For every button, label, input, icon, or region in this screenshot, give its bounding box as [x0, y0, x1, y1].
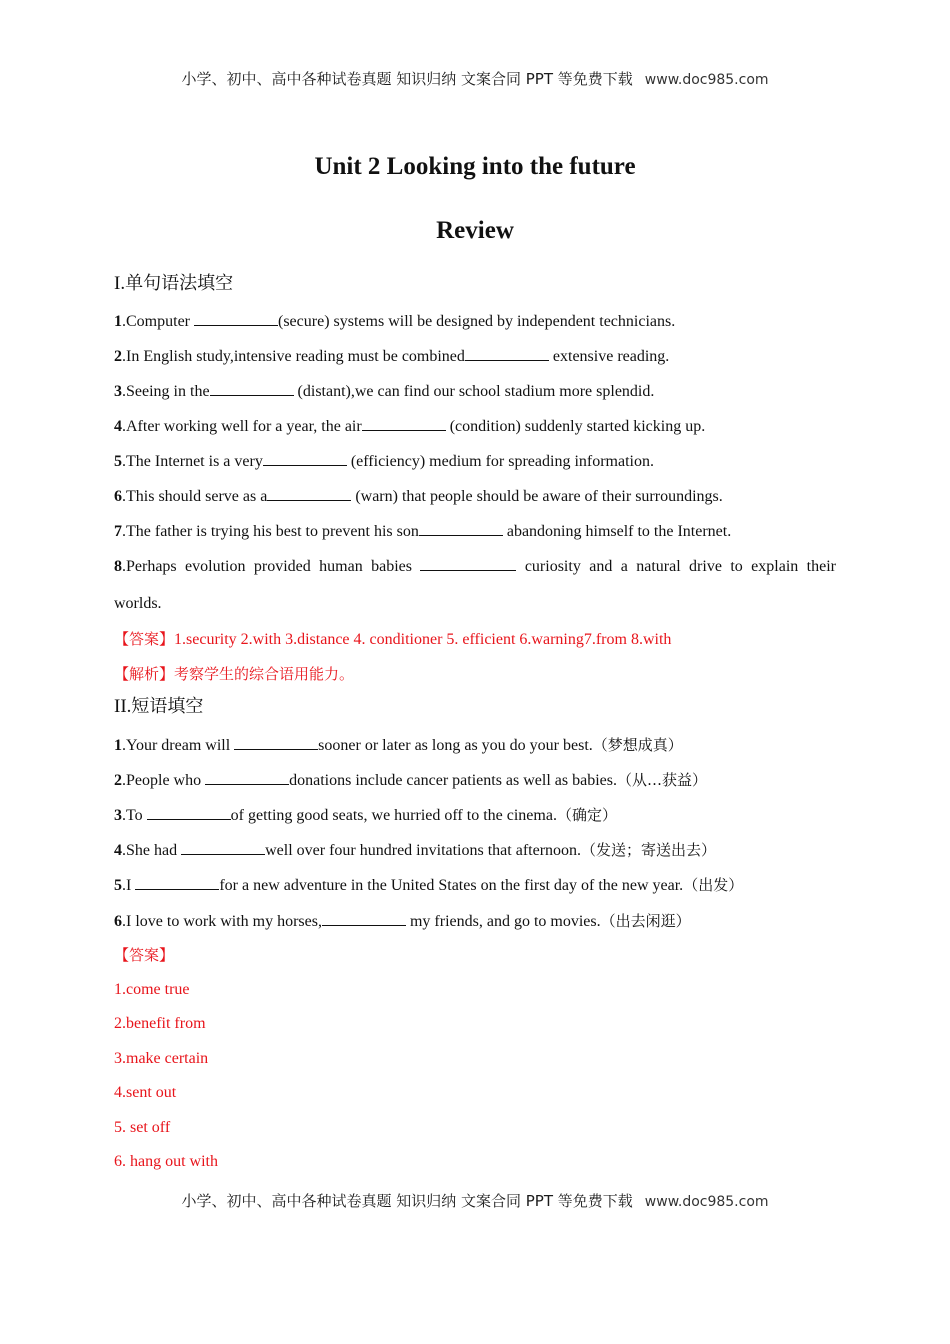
- question-text: .Computer: [122, 313, 194, 330]
- answer-blank: [147, 805, 231, 820]
- section-2-answer-5: 5. set off: [114, 1119, 171, 1136]
- question-2-4: [114, 840, 716, 861]
- question-text: .People who: [122, 772, 206, 789]
- question-text: well over four hundred invitations that afternoon.: [265, 842, 582, 859]
- section-2-answer-6: 6. hang out with: [114, 1153, 218, 1170]
- question-number: 6: [114, 488, 122, 505]
- question-text: (warn) that people should be aware of their surroundings.: [351, 488, 723, 505]
- question-text: .Your dream will: [122, 737, 235, 754]
- question-text: (condition) suddenly started kicking up.: [445, 418, 706, 435]
- banner-text: 小学、初中、高中各种试卷真题 知识归纳 文案合同 PPT 等免费下载: [181, 70, 633, 88]
- answer-blank: [234, 735, 318, 750]
- question-text: .This should serve as a: [122, 488, 268, 505]
- answer-blank: [267, 486, 351, 501]
- section-2-answer-1: 1.come true: [114, 981, 190, 998]
- question-hint: （梦想成真）: [592, 736, 683, 754]
- question-hint: （出发）: [683, 876, 744, 894]
- question-number: 5: [114, 877, 122, 894]
- answer-text: 1.security 2.with 3.distance 4. conditioner 5. efficient 6.warning7.from 8.with: [174, 631, 672, 648]
- question-hint: （从…获益）: [617, 771, 708, 789]
- question-text: (secure) systems will be designed by independent technicians.: [278, 313, 676, 330]
- question-number: 3: [114, 383, 122, 400]
- section-2-answer-label: 【答案】: [114, 946, 175, 964]
- answer-blank: [362, 416, 446, 431]
- question-text: extensive reading.: [548, 348, 670, 365]
- question-text: sooner or later as long as you do your best.: [318, 737, 593, 754]
- section-2-answer-3: 3.make certain: [114, 1050, 209, 1067]
- section-1-prefix: I.: [114, 273, 126, 294]
- question-2-3: [114, 805, 617, 826]
- question-text: .After working well for a year, the air: [122, 418, 362, 435]
- question-text: (efficiency) medium for spreading information.: [346, 453, 654, 470]
- question-1-4: [114, 416, 705, 437]
- answer-blank: [210, 381, 294, 396]
- question-text: .Perhaps evolution provided human babies: [122, 558, 421, 575]
- question-text: .Seeing in the: [122, 383, 210, 400]
- question-number: 7: [114, 523, 122, 540]
- analysis-text: 考察学生的综合语用能力。: [174, 665, 355, 683]
- question-number: 5: [114, 453, 122, 470]
- question-text: for a new adventure in the United States on the first day of the new year.: [219, 877, 684, 894]
- question-text: .In English study,intensive reading must be combined: [122, 348, 465, 365]
- question-number: 1: [114, 737, 122, 754]
- question-1-5: [114, 451, 654, 472]
- question-1-6: [114, 486, 723, 507]
- answer-blank: [465, 346, 549, 361]
- question-text: donations include cancer patients as well as babies.: [289, 772, 617, 789]
- question-number: 2: [114, 772, 122, 789]
- question-text: (distant),we can find our school stadium more splendid.: [293, 383, 655, 400]
- section-1-analysis: [114, 664, 354, 685]
- answer-blank: [135, 875, 219, 890]
- banner-url[interactable]: www.doc985.com: [644, 1194, 769, 1210]
- section-2-answer-2: 2.benefit from: [114, 1015, 206, 1032]
- question-text: .She had: [122, 842, 182, 859]
- section-2-heading: [114, 697, 203, 717]
- answer-blank: [205, 770, 289, 785]
- section-2-title: 短语填空: [131, 696, 204, 717]
- question-2-1: [114, 735, 683, 756]
- question-number: 8: [114, 558, 122, 575]
- question-text: .The father is trying his best to prevent his son: [122, 523, 419, 540]
- question-hint: （出去闲逛）: [600, 912, 691, 930]
- section-1-title: 单句语法填空: [125, 273, 234, 294]
- banner-text: 小学、初中、高中各种试卷真题 知识归纳 文案合同 PPT 等免费下载: [181, 1192, 633, 1210]
- section-1-heading: [114, 274, 233, 294]
- answer-blank: [420, 556, 516, 571]
- question-number: 3: [114, 807, 122, 824]
- analysis-label: 【解析】: [114, 665, 175, 683]
- question-hint: （发送；寄送出去）: [581, 841, 717, 859]
- question-1-8-continuation: worlds.: [114, 595, 162, 612]
- question-1-3: [114, 381, 654, 402]
- question-1-7: [114, 521, 731, 542]
- question-text: .To: [122, 807, 147, 824]
- question-2-6: [114, 911, 691, 932]
- answer-label: 【答案】: [114, 630, 175, 648]
- question-hint: （确定）: [556, 806, 617, 824]
- document-subtitle: Review: [436, 217, 514, 244]
- question-number: 2: [114, 348, 122, 365]
- question-number: 4: [114, 418, 122, 435]
- question-text: .The Internet is a very: [122, 453, 263, 470]
- answer-blank: [263, 451, 347, 466]
- question-number: 4: [114, 842, 122, 859]
- question-1-1: [114, 311, 675, 332]
- question-text: .I: [122, 877, 136, 894]
- question-number: 6: [114, 913, 122, 930]
- document-title: Unit 2 Looking into the future: [314, 153, 636, 180]
- question-2-5: [114, 875, 743, 896]
- answer-blank: [194, 311, 278, 326]
- answer-blank: [322, 911, 406, 926]
- question-2-2: [114, 770, 707, 791]
- footer-banner: [0, 1190, 950, 1211]
- question-1-8: [114, 556, 836, 577]
- banner-url[interactable]: www.doc985.com: [644, 72, 769, 88]
- question-1-2: [114, 346, 669, 367]
- question-text: abandoning himself to the Internet.: [502, 523, 732, 540]
- question-text: of getting good seats, we hurried off to the cinema.: [230, 807, 557, 824]
- question-text: my friends, and go to movies.: [405, 913, 601, 930]
- question-text: .I love to work with my horses,: [122, 913, 322, 930]
- answer-blank: [181, 840, 265, 855]
- header-banner: [0, 68, 950, 89]
- section-2-answer-4: 4.sent out: [114, 1084, 177, 1101]
- question-number: 1: [114, 313, 122, 330]
- section-2-prefix: II.: [114, 696, 132, 717]
- question-text: curiosity and a natural drive to explain their: [516, 558, 837, 575]
- section-1-answer: [114, 629, 671, 650]
- answer-blank: [419, 521, 503, 536]
